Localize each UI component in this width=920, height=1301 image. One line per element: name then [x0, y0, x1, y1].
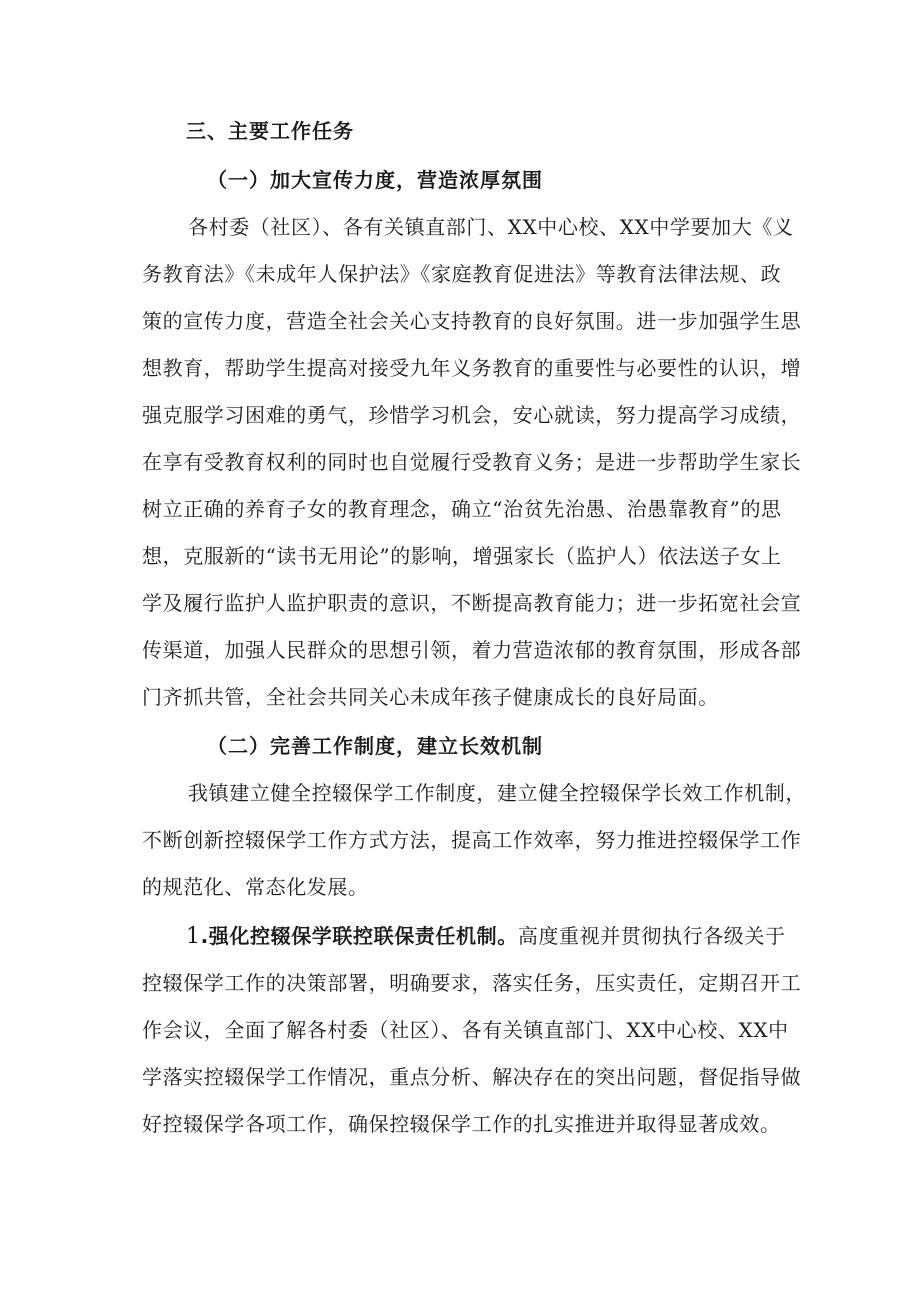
paragraph-line: 想，克服新的“读书无用论”的影响，增强家长（监护人）依法送子女上	[142, 544, 782, 568]
paragraph-line: 想教育，帮助学生提高对接受九年义务教育的重要性与必要性的认识，增	[142, 356, 802, 380]
paragraph-line: 树立正确的养育子女的教育理念，确立“治贫先治愚、治愚靠教育”的思	[142, 497, 782, 521]
paragraph-line: 强克服学习困难的勇气，珍惜学习机会，安心就读，努力提高学习成绩，	[142, 403, 802, 427]
paragraph-line: 控辍保学工作的决策部署，明确要求，落实任务，压实责任，定期召开工	[142, 971, 802, 995]
paragraph-line: 务教育法》《未成年人保护法》《家庭教育促进法》等教育法律法规、政	[142, 262, 782, 286]
paragraph-line: 各村委（社区）、各有关镇直部门、XX中心校、XX中学要加大《义	[188, 215, 794, 239]
item-bold-lead: .强化控辍保学联控联保责任机制。	[200, 924, 518, 948]
paragraph-line: 在享有受教育权利的同时也自觉履行受教育义务；是进一步帮助学生家长	[142, 450, 802, 474]
paragraph-line: 门齐抓共管，全社会共同关心未成年孩子健康成长的良好局面。	[142, 685, 719, 709]
paragraph-line: 好控辍保学各项工作，确保控辍保学工作的扎实推进并取得显著成效。	[142, 1112, 781, 1136]
item-first-line-rest: 高度重视并贯彻执行各级关于	[517, 924, 786, 948]
subsection-2-title: （二）完善工作制度，建立长效机制	[207, 734, 543, 758]
paragraph-line: 传渠道，加强人民群众的思想引领，着力营造浓郁的教育氛围，形成各部	[142, 638, 802, 662]
item-number: 1	[186, 924, 201, 949]
item-1-first-line	[186, 922, 786, 951]
section-title: 三、主要工作任务	[186, 119, 354, 143]
paragraph-line: 我镇建立健全控辍保学工作制度，建立健全控辍保学长效工作机制，	[188, 781, 806, 805]
paragraph-line: 策的宣传力度，营造全社会关心支持教育的良好氛围。进一步加强学生思	[142, 309, 802, 333]
paragraph-line: 学及履行监护人监护职责的意识，不断提高教育能力；进一步拓宽社会宣	[142, 591, 802, 615]
paragraph-line: 作会议，全面了解各村委（社区）、各有关镇直部门、XX中心校、XX中	[142, 1018, 789, 1042]
paragraph-line: 学落实控辍保学工作情况，重点分析、解决存在的突出问题，督促指导做	[142, 1065, 802, 1089]
subsection-1-title: （一）加大宣传力度，营造浓厚氛围	[207, 168, 543, 192]
paragraph-line: 不断创新控辍保学工作方式方法，提高工作效率，努力推进控辍保学工作	[142, 828, 802, 852]
paragraph-line: 的规范化、常态化发展。	[142, 875, 369, 899]
